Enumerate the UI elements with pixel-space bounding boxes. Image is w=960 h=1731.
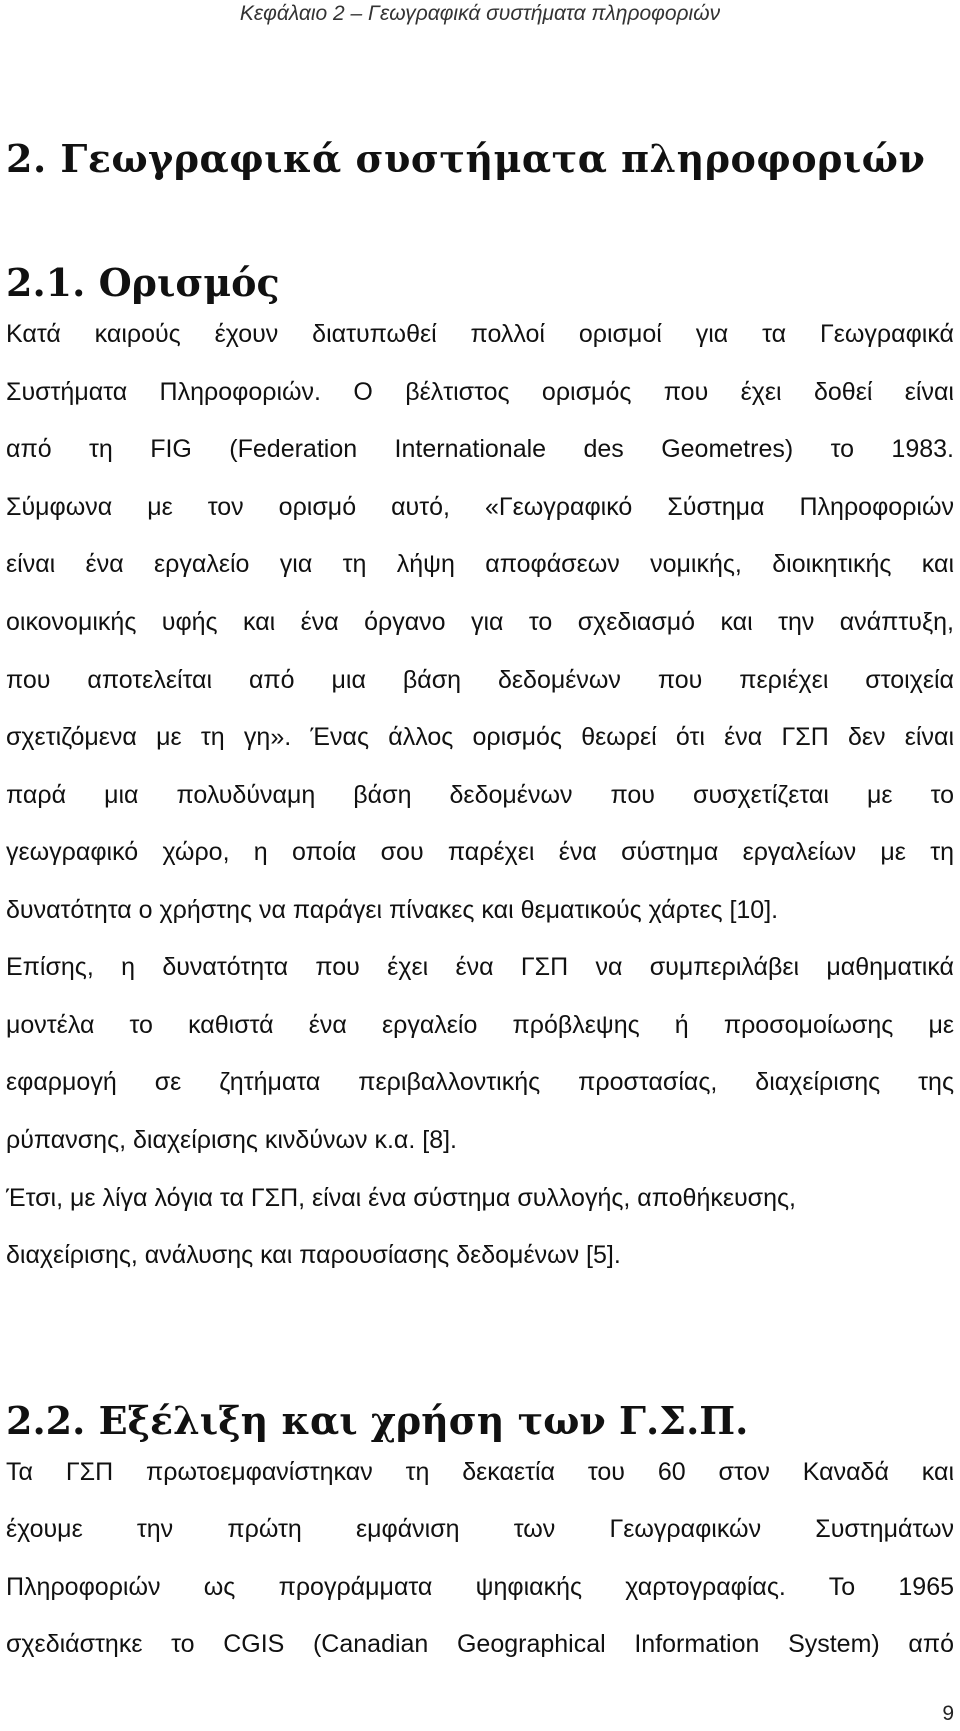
paragraph-line: παρά μια πολυδύναμη βάση δεδομένων που συσχετίζεται με το xyxy=(6,781,954,809)
paragraph-line: είναι ένα εργαλείο για τη λήψη αποφάσεων νομικής, διοικητικής και xyxy=(6,550,954,578)
paragraph-line: ρύπανσης, διαχείρισης κινδύνων κ.α. [8]. xyxy=(6,1126,458,1154)
paragraph-line: διαχείρισης, ανάλυσης και παρουσίασης δεδομένων [5]. xyxy=(6,1241,621,1269)
paragraph-line: δυνατότητα ο χρήστης να παράγει πίνακες και θεματικούς χάρτες [10]. xyxy=(6,896,779,924)
paragraph-line: μοντέλα το καθιστά ένα εργαλείο πρόβλεψης ή προσομοίωσης με xyxy=(6,1011,954,1039)
page-number: 9 xyxy=(942,1702,954,1725)
paragraph-line: εφαρμογή σε ζητήματα περιβαλλοντικής προστασίας, διαχείρισης της xyxy=(6,1068,954,1096)
paragraph-line: σχετιζόμενα με τη γη». Ένας άλλος ορισμός θεωρεί ότι ένα ΓΣΠ δεν είναι xyxy=(6,723,954,751)
paragraph-line: Έτσι, με λίγα λόγια τα ΓΣΠ, είναι ένα σύστημα συλλογής, αποθήκευσης, xyxy=(6,1184,797,1212)
paragraph-line: Συστήματα Πληροφοριών. Ο βέλτιστος ορισμός που έχει δοθεί είναι xyxy=(6,378,954,406)
section-heading-evolution: 2.2. Εξέλιξη και χρήση των Γ.Σ.Π. xyxy=(6,1398,749,1443)
paragraph-line: Κατά καιρούς έχουν διατυπωθεί πολλοί ορισμοί για τα Γεωγραφικά xyxy=(6,320,954,348)
paragraph-line: έχουμε την πρώτη εμφάνιση των Γεωγραφικών Συστημάτων xyxy=(6,1515,954,1543)
paragraph-line: Τα ΓΣΠ πρωτοεμφανίστηκαν τη δεκαετία του 60 στον Καναδά και xyxy=(6,1458,954,1486)
section-heading-definition: 2.1. Ορισμός xyxy=(6,260,280,305)
paragraph-line: Πληροφοριών ως προγράμματα ψηφιακής χαρτογραφίας. Το 1965 xyxy=(6,1573,954,1601)
paragraph-line: Σύμφωνα με τον ορισμό αυτό, «Γεωγραφικό Σύστημα Πληροφοριών xyxy=(6,493,954,521)
chapter-heading: 2. Γεωγραφικά συστήματα πληροφοριών xyxy=(6,136,926,181)
paragraph-line: γεωγραφικό χώρο, η οποία σου παρέχει ένα σύστημα εργαλείων με τη xyxy=(6,838,954,866)
running-header: Κεφάλαιο 2 – Γεωγραφικά συστήματα πληροφοριών xyxy=(239,2,721,25)
paragraph-line: σχεδιάστηκε το CGIS (Canadian Geographical Information System) από xyxy=(6,1630,954,1658)
paragraph-line: που αποτελείται από μια βάση δεδομένων που περιέχει στοιχεία xyxy=(6,666,954,694)
paragraph-line: από τη FIG (Federation Internationale des Geometres) το 1983. xyxy=(6,435,954,463)
paragraph-line: οικονομικής υφής και ένα όργανο για το σχεδιασμό και την ανάπτυξη, xyxy=(6,608,954,636)
paragraph-line: Επίσης, η δυνατότητα που έχει ένα ΓΣΠ να συμπεριλάβει μαθηματικά xyxy=(6,953,954,981)
